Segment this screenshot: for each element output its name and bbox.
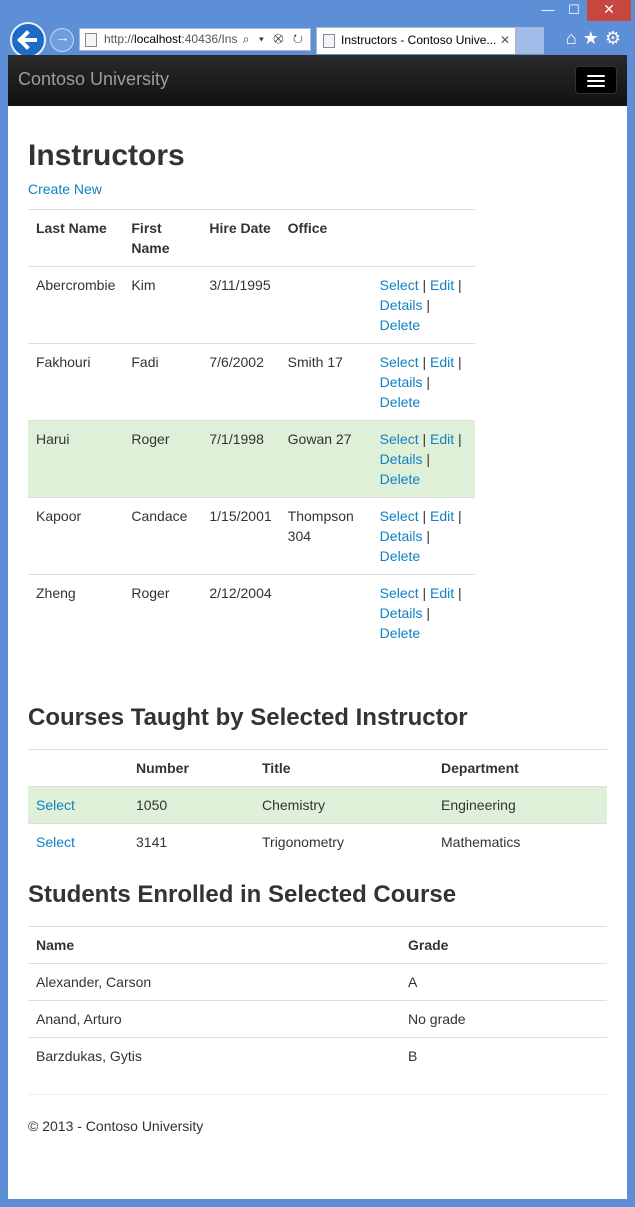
hire-date-cell: 7/6/2002 xyxy=(209,354,264,370)
separator: | xyxy=(422,431,427,447)
menu-toggle-button[interactable] xyxy=(575,66,617,94)
new-tab-button[interactable] xyxy=(516,27,544,54)
course-number-cell: 1050 xyxy=(128,787,254,824)
page-title: Instructors xyxy=(28,139,185,172)
table-row xyxy=(28,344,475,421)
student-name-cell: Barzdukas, Gytis xyxy=(36,1048,142,1064)
favorites-star-icon[interactable]: ★ xyxy=(582,28,599,48)
table-row xyxy=(28,964,607,1001)
brand-link[interactable]: Contoso University xyxy=(18,69,170,89)
department-cell: Engineering xyxy=(433,787,607,824)
column-header: Number xyxy=(136,760,189,776)
table-header-row xyxy=(28,750,607,787)
column-header: First Name xyxy=(131,220,170,256)
hamburger-icon-bar xyxy=(587,85,605,87)
table-row xyxy=(28,824,607,861)
column-header: Office xyxy=(287,220,328,236)
edit-link[interactable]: Edit xyxy=(430,354,455,370)
url-prefix: http:// xyxy=(104,32,135,46)
student-name-cell: Anand, Arturo xyxy=(36,1011,122,1027)
select-course-link[interactable]: Select xyxy=(36,834,75,850)
page-viewport xyxy=(8,55,627,1199)
table-row xyxy=(28,421,475,498)
separator: | xyxy=(458,508,462,524)
maximize-button[interactable]: ☐ xyxy=(568,2,580,17)
column-header: Title xyxy=(262,760,291,776)
delete-link[interactable]: Delete xyxy=(379,471,421,487)
grade-cell: A xyxy=(408,974,418,990)
select-link[interactable]: Select xyxy=(379,431,419,447)
last-name-cell: Fakhouri xyxy=(36,354,91,370)
separator: | xyxy=(426,297,430,313)
office-cell: Smith 17 xyxy=(287,354,343,370)
separator: | xyxy=(458,431,462,447)
grade-cell: No grade xyxy=(408,1011,466,1027)
students-heading: Students Enrolled in Selected Course xyxy=(28,881,457,908)
tab-close-icon[interactable]: ✕ xyxy=(499,33,510,47)
browser-icons xyxy=(566,28,621,49)
select-link[interactable]: Select xyxy=(379,585,419,601)
actions-cell xyxy=(372,498,475,575)
delete-link[interactable]: Delete xyxy=(379,548,421,564)
main-content xyxy=(8,138,627,1136)
column-header: Name xyxy=(36,937,75,953)
separator: | xyxy=(426,528,430,544)
actions-cell xyxy=(372,421,475,498)
column-header xyxy=(372,210,475,267)
footer-text: © 2013 - Contoso University xyxy=(28,1118,204,1134)
separator: | xyxy=(458,354,462,370)
office-cell xyxy=(280,575,372,652)
courses-table-body xyxy=(28,787,607,861)
courses-table xyxy=(28,749,607,860)
table-row xyxy=(28,267,475,344)
last-name-cell: Harui xyxy=(28,421,123,498)
create-new-link[interactable]: Create New xyxy=(28,181,102,197)
student-name-cell: Alexander, Carson xyxy=(36,974,152,990)
page-icon xyxy=(85,33,97,47)
select-link[interactable]: Select xyxy=(379,277,419,293)
delete-link[interactable]: Delete xyxy=(379,317,421,333)
footer xyxy=(28,1116,607,1136)
edit-link[interactable]: Edit xyxy=(430,508,455,524)
first-name-cell: Roger xyxy=(123,421,201,498)
table-header-row xyxy=(28,927,607,964)
details-link[interactable]: Details xyxy=(379,605,423,621)
separator: | xyxy=(422,277,427,293)
hamburger-icon xyxy=(587,75,605,77)
navbar xyxy=(8,55,627,106)
instructors-table-body xyxy=(28,267,475,652)
column-header: Hire Date xyxy=(209,220,271,236)
home-icon[interactable]: ⌂ xyxy=(565,28,577,48)
last-name-cell: Zheng xyxy=(36,585,76,601)
last-name-cell: Abercrombie xyxy=(36,277,116,293)
edit-link[interactable]: Edit xyxy=(430,277,455,293)
column-header: Department xyxy=(441,760,519,776)
url-rest: :40436/Ins xyxy=(181,32,238,46)
details-link[interactable]: Details xyxy=(379,374,423,390)
instructors-table xyxy=(28,209,475,651)
footer-divider xyxy=(28,1094,607,1095)
course-number-cell: 3141 xyxy=(136,834,168,850)
url-host: localhost xyxy=(134,32,182,46)
details-link[interactable]: Details xyxy=(379,297,423,313)
separator: | xyxy=(426,605,430,621)
last-name-cell: Kapoor xyxy=(36,508,82,524)
course-title-cell: Chemistry xyxy=(254,787,433,824)
separator: | xyxy=(422,508,427,524)
minimize-button[interactable]: — xyxy=(541,2,555,17)
first-name-cell: Kim xyxy=(131,277,156,293)
hamburger-icon-bar xyxy=(587,80,605,82)
table-header-row xyxy=(28,210,475,267)
details-link[interactable]: Details xyxy=(379,451,423,467)
actions-cell xyxy=(372,575,475,652)
edit-link[interactable]: Edit xyxy=(430,431,455,447)
separator: | xyxy=(422,585,427,601)
delete-link[interactable]: Delete xyxy=(379,625,421,641)
office-cell: Thompson 304 xyxy=(287,508,354,544)
hire-date-cell: 3/11/1995 xyxy=(209,277,271,293)
column-header: Grade xyxy=(408,937,449,953)
page-icon xyxy=(323,34,335,48)
courses-heading: Courses Taught by Selected Instructor xyxy=(28,704,468,731)
table-row xyxy=(28,575,475,652)
gear-icon[interactable]: ⚙ xyxy=(604,28,621,48)
students-table-body xyxy=(28,964,607,1075)
actions-cell xyxy=(372,344,475,421)
grade-cell: B xyxy=(408,1048,418,1064)
close-window-button[interactable]: ✕ xyxy=(587,0,631,21)
course-title-cell: Trigonometry xyxy=(262,834,344,850)
table-row xyxy=(28,498,475,575)
delete-link[interactable]: Delete xyxy=(379,394,421,410)
separator: | xyxy=(458,277,462,293)
separator: | xyxy=(422,354,427,370)
first-name-cell: Candace xyxy=(131,508,188,524)
back-arrow-icon[interactable] xyxy=(10,22,46,58)
first-name-cell: Fadi xyxy=(131,354,159,370)
first-name-cell: Roger xyxy=(131,585,170,601)
separator: | xyxy=(426,374,430,390)
table-row xyxy=(28,1001,607,1038)
hire-date-cell: 1/15/2001 xyxy=(209,508,272,524)
select-cell xyxy=(28,824,128,861)
students-table xyxy=(28,926,607,1074)
forward-arrow-icon[interactable] xyxy=(50,28,74,52)
browser-toolbar xyxy=(0,18,635,55)
column-header xyxy=(28,750,128,787)
tab-title: Instructors - Contoso Unive... xyxy=(341,33,497,47)
details-link[interactable]: Details xyxy=(379,528,423,544)
select-link[interactable]: Select xyxy=(379,354,419,370)
department-cell: Mathematics xyxy=(441,834,521,850)
office-cell xyxy=(280,267,372,344)
table-row xyxy=(28,1038,607,1075)
address-bar[interactable] xyxy=(79,28,311,51)
actions-cell xyxy=(372,267,475,344)
table-row xyxy=(28,787,607,824)
column-header: Last Name xyxy=(36,220,107,236)
office-cell: Gowan 27 xyxy=(280,421,372,498)
hire-date-cell: 2/12/2004 xyxy=(209,585,272,601)
address-tools-icons[interactable]: ⌕ ▾ ⛒ ↻ xyxy=(239,29,306,50)
select-course-link[interactable]: Select xyxy=(36,797,75,813)
separator: | xyxy=(458,585,462,601)
select-link[interactable]: Select xyxy=(379,508,419,524)
edit-link[interactable]: Edit xyxy=(430,585,455,601)
separator: | xyxy=(426,451,430,467)
tab-instructors[interactable] xyxy=(316,27,516,54)
select-cell xyxy=(28,787,128,824)
hire-date-cell: 7/1/1998 xyxy=(201,421,279,498)
